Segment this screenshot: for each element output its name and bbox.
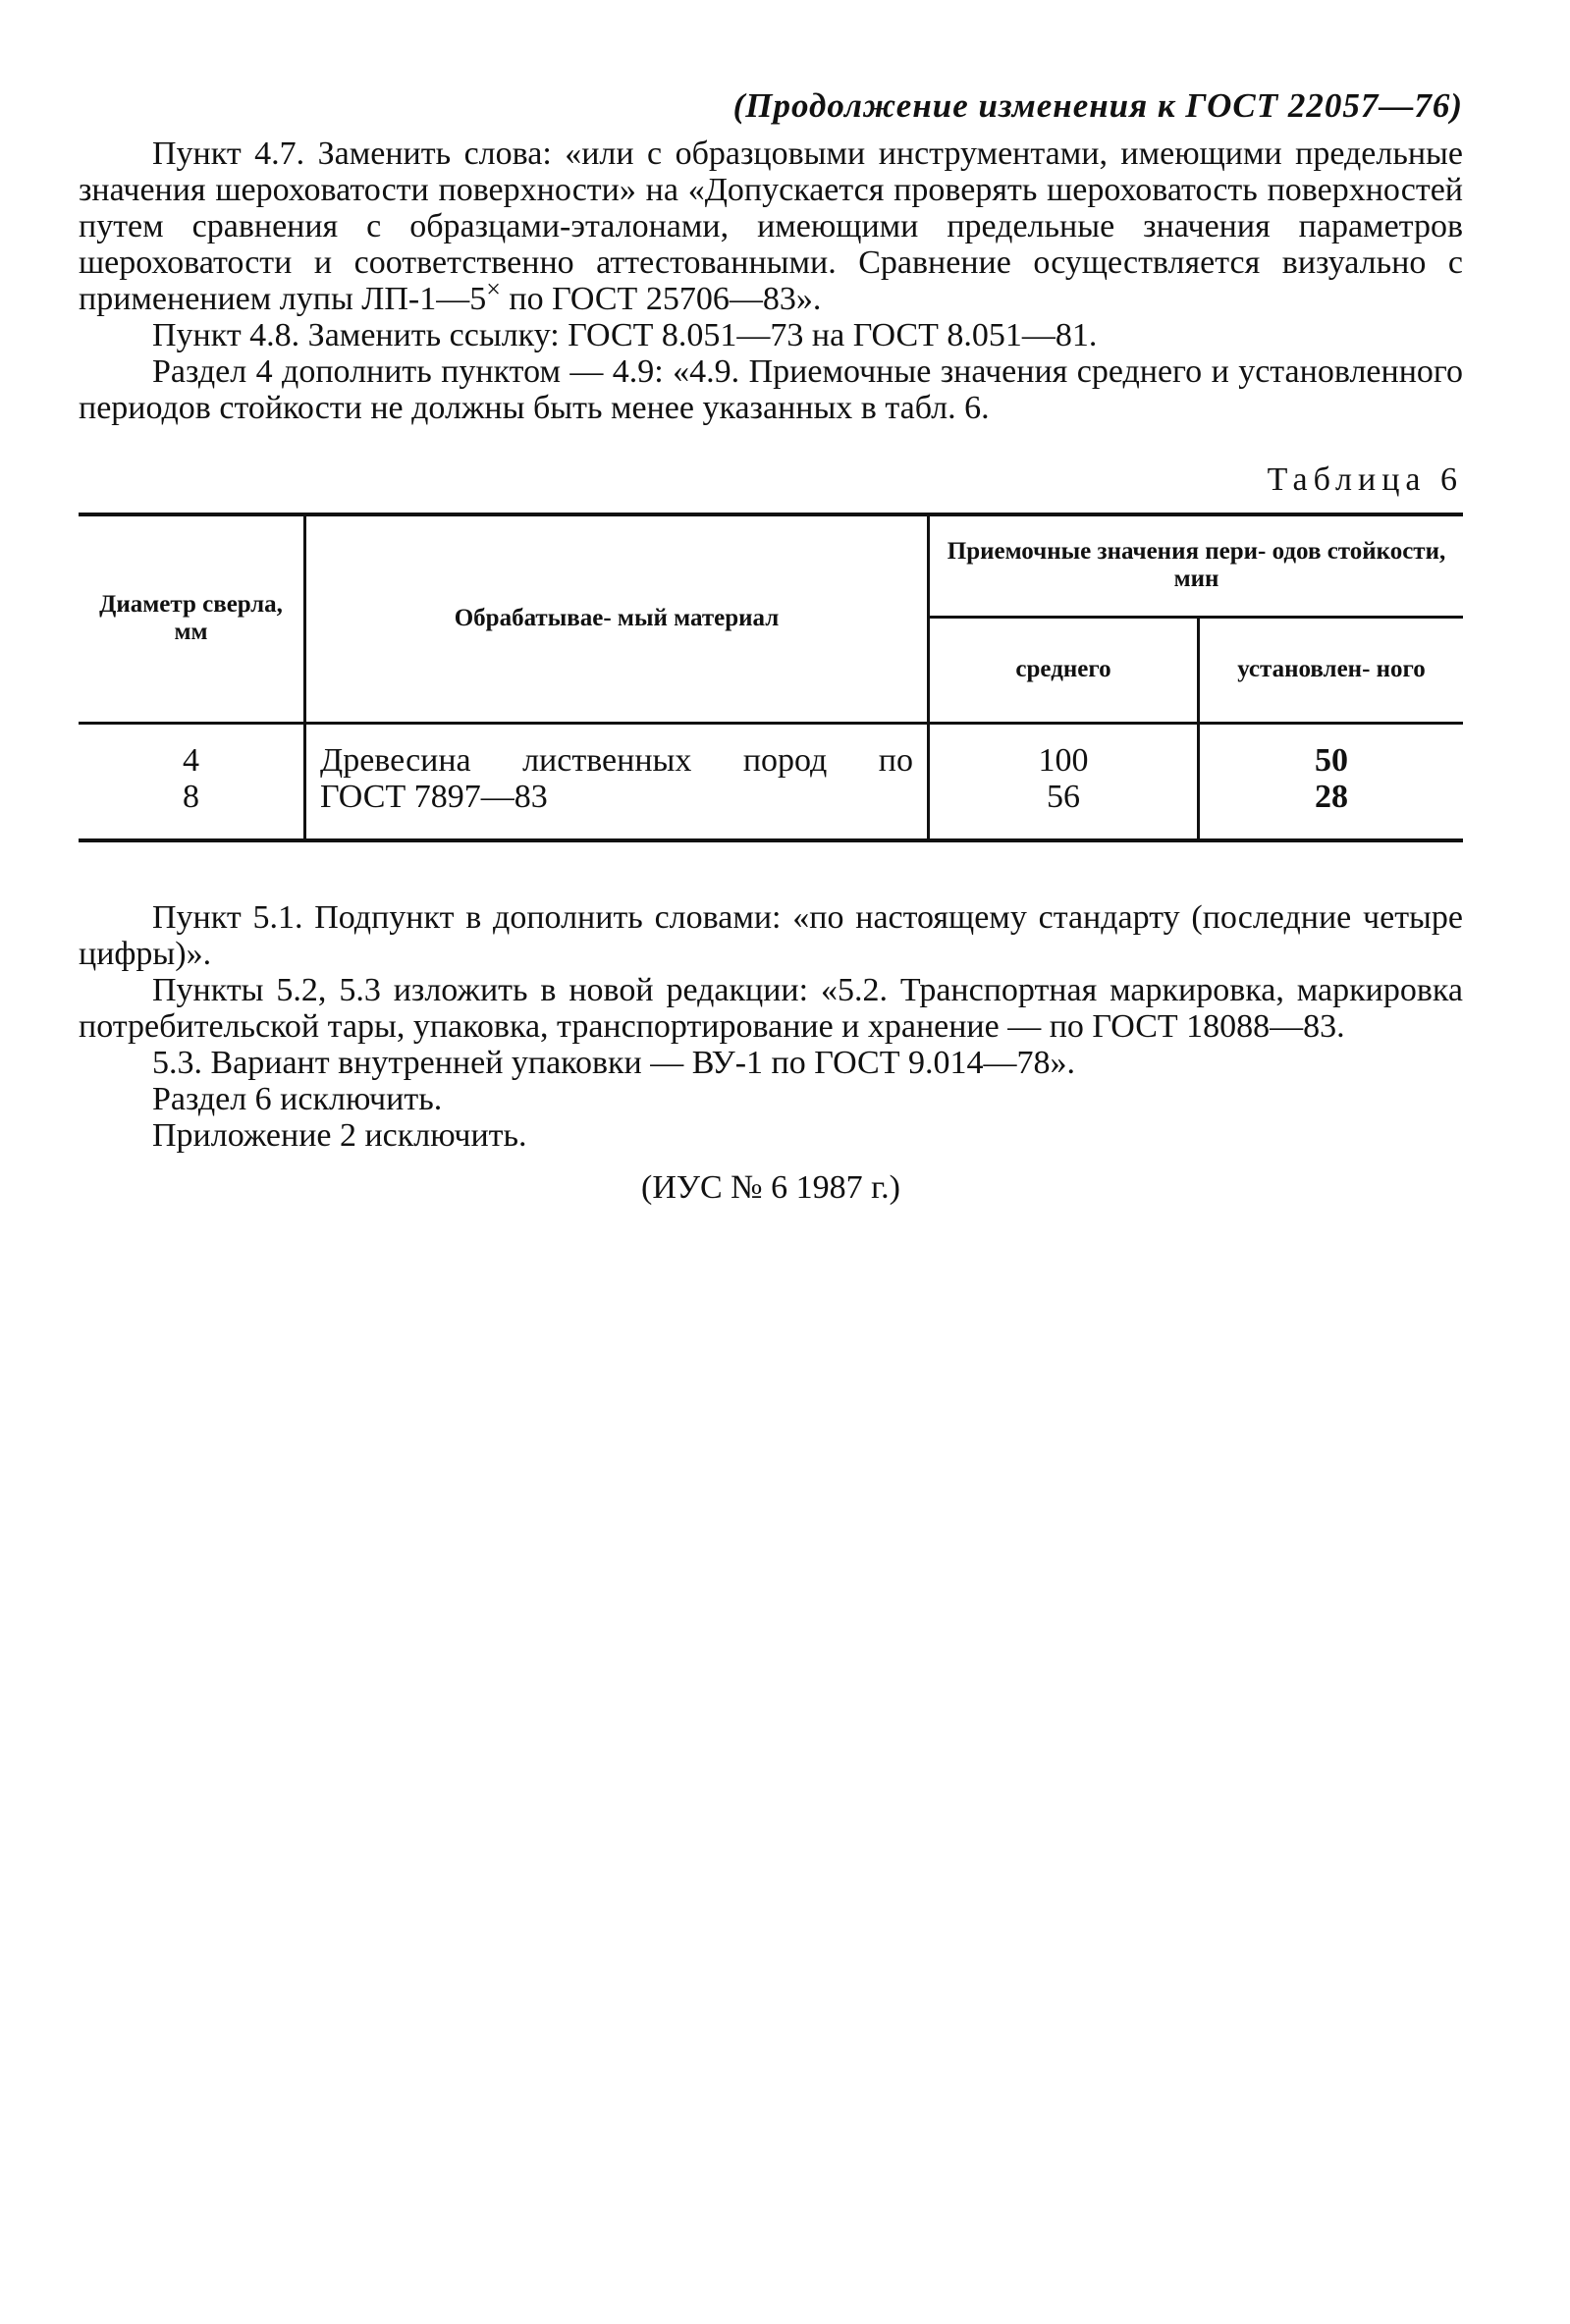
paragraph-5-3: 5.3. Вариант внутренней упаковки — ВУ-1 по ГОСТ 9.014—78». [152,1044,1075,1081]
paragraph-appendix-2: Приложение 2 исключить. [152,1116,527,1154]
cell-diameter-2: 8 [183,778,199,815]
header-average: среднего [929,617,1199,723]
paragraph-5-2: Пункты 5.2, 5.3 изложить в новой редакции: «5.2. Транспортная маркировка, маркировка потребительской тары, упаковка, транспортирование и хранение — по ГОСТ 18088—83. [79,971,1463,1045]
source-reference: (ИУС № 6 1987 г.) [641,1168,900,1206]
cell-average-1: 100 [1038,741,1089,779]
cell-diameter-1: 4 [183,741,199,779]
cell-established-2: 28 [1315,778,1348,815]
table-6 [79,513,1463,842]
paragraph-5-1: Пункт 5.1. Подпункт в дополнить словами: «по настоящему стандарту (последние четыре цифры)». [79,898,1463,972]
paragraph-4-7 [79,135,1463,317]
header-established: установлен- ного [1199,617,1464,723]
document-page [79,86,1463,1206]
paragraph-4-7-text: Пункт 4.7. Заменить слова: «или с образцовыми инструментами, имеющими предельные значения шероховатости поверхности» на «Допускается проверять шероховатость поверхностей путем сравнения с образцами-эталонами, имеющими предельные значения параметров шероховатости и соответственно аттестованными. Сравнение осуществляется визуально с применением лупы ЛП-1—5 [79,135,1463,317]
multiplication-sign: × [486,275,501,303]
cell-material-line1: Древесина лиственных пород по [320,741,913,779]
header-material: Обрабатывае- мый материал [305,514,929,723]
cell-material-line2: ГОСТ 7897—83 [320,778,548,815]
cell-established [1199,723,1464,840]
header-periods: Приемочные значения пери- одов стойкости, мин [929,514,1464,617]
paragraph-4-7-end: по ГОСТ 25706—83». [500,281,822,317]
cell-average-2: 56 [1047,778,1080,815]
paragraph-4-9: Раздел 4 дополнить пунктом — 4.9: «4.9. Приемочные значения среднего и установленного периодов стойкости не должны быть менее указанных в табл. 6. [79,353,1463,426]
cell-established-1: 50 [1315,741,1348,779]
cell-material [305,723,929,840]
post-table-text [79,899,1463,1206]
table-row [79,723,1463,840]
cell-average [929,723,1199,840]
paragraph-4-8: Пункт 4.8. Заменить ссылку: ГОСТ 8.051—73 на ГОСТ 8.051—81. [152,317,1098,353]
cell-diameters [79,723,305,840]
continuation-header: (Продолжение изменения к ГОСТ 22057—76) [732,86,1463,125]
paragraph-section-6: Раздел 6 исключить. [152,1080,443,1117]
header-diameter: Диаметр сверла, мм [99,591,283,646]
table-caption: Таблица 6 [1267,461,1463,498]
